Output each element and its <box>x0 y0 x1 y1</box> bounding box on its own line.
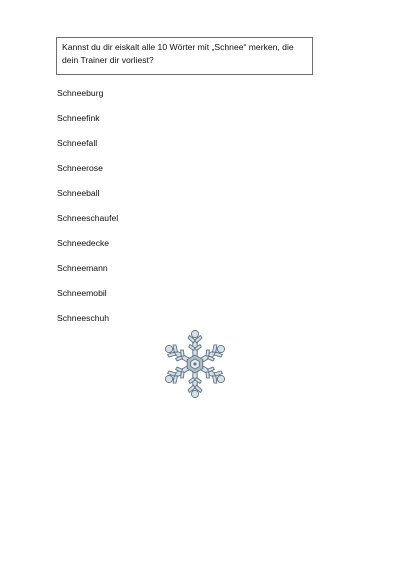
list-item: Schneerose <box>57 163 103 173</box>
instruction-box <box>56 37 313 75</box>
list-item: Schneeschaufel <box>57 213 119 223</box>
instruction-text: Kannst du dir eiskalt alle 10 Wörter mit „Schnee“ merken, die dein Trainer dir vorliest? <box>62 42 294 65</box>
list-item: Schneefall <box>57 138 98 148</box>
word-list <box>57 87 118 337</box>
list-item: Schneeschuh <box>57 313 110 323</box>
list-item: Schneefink <box>57 113 100 123</box>
snowflake-icon <box>158 330 232 398</box>
list-item: Schneeburg <box>57 88 104 98</box>
list-item: Schneemobil <box>57 288 107 298</box>
list-item: Schneeball <box>57 188 100 198</box>
list-item: Schneedecke <box>57 238 110 248</box>
list-item: Schneemann <box>57 263 108 273</box>
